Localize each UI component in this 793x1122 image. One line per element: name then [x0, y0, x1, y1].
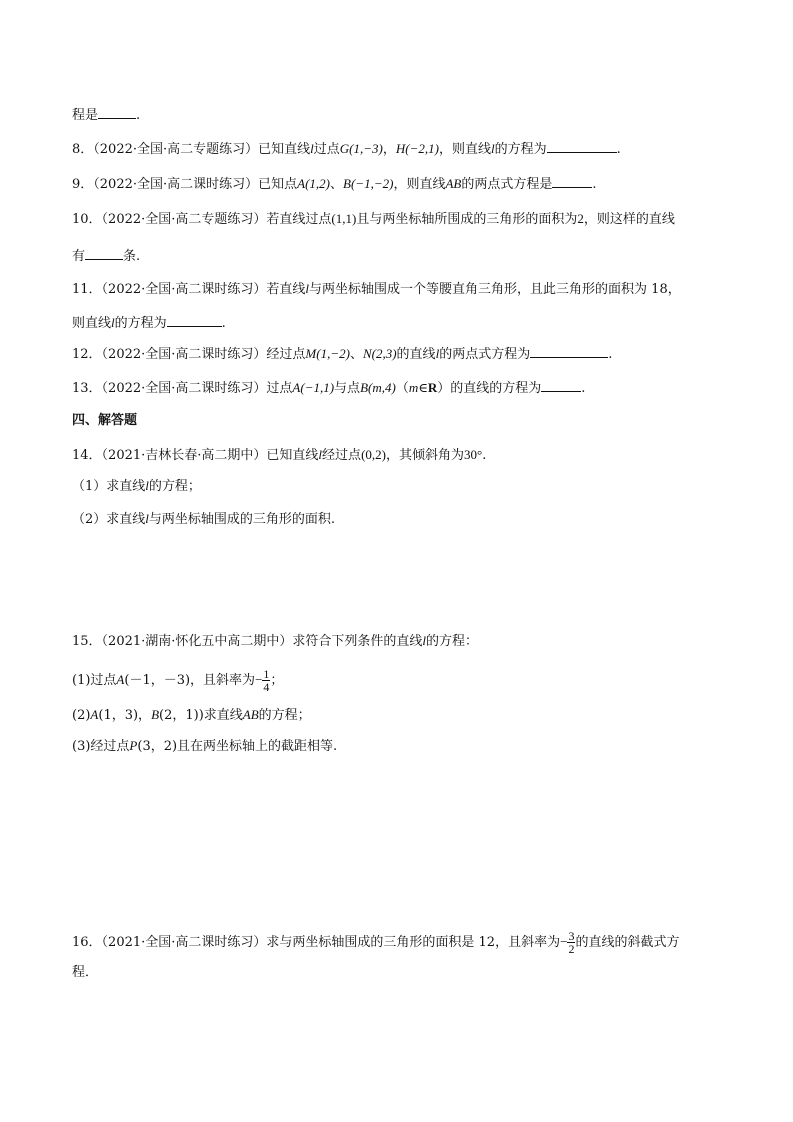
answer-blank[interactable]: [167, 312, 222, 327]
subquestion-text: (3，2)且在两坐标轴上的截距相等.: [137, 739, 338, 754]
math-point-G: G(1,−3): [339, 141, 383, 156]
math-point-B: B(−1,−2): [343, 176, 394, 191]
question-9: [72, 173, 597, 194]
math-l: l: [318, 447, 323, 462]
question-text: 求与两坐标轴围成的三角形的面积是 12，且斜率为: [266, 935, 561, 950]
question-end: 条.: [123, 249, 141, 264]
math-point-A: A(−1,1): [292, 380, 335, 395]
question-text: 与两坐标轴围成一个等腰直角三角形，且此三角形的面积为 18，: [309, 282, 681, 297]
question-14-sub1: [72, 477, 201, 496]
question-end: .: [221, 316, 226, 331]
question-end: .: [581, 381, 586, 396]
q7-end: .: [136, 108, 141, 123]
subquestion-text: (－1，－3)，且斜率为: [124, 673, 256, 688]
subquestion-text: 与两坐标轴围成的三角形的面积.: [148, 512, 336, 527]
question-text: 的方程：: [426, 634, 479, 649]
answer-blank[interactable]: [552, 173, 592, 188]
q7-text: 程是: [72, 108, 99, 123]
math-l: l: [435, 346, 440, 361]
question-end: .: [616, 142, 621, 157]
math-point-B: B(m,4): [360, 380, 396, 395]
q7-tail: [72, 104, 140, 125]
question-source: （2021·全国·高二课时练习）: [101, 935, 267, 950]
question-text: 若直线: [266, 282, 306, 297]
question-source: （2021·湖南·怀化五中高二期中）: [101, 634, 293, 649]
math-reals: R: [427, 380, 438, 395]
denominator: 2: [568, 942, 575, 956]
question-text: 经过点: [322, 448, 362, 463]
question-12: [72, 343, 612, 364]
question-15-sub2: [72, 706, 311, 725]
question-text: 过点: [266, 381, 293, 396]
math-l: l: [111, 315, 115, 330]
math-B: B: [151, 707, 160, 722]
separator: ，: [382, 142, 396, 157]
question-end: .: [482, 448, 487, 463]
question-14-sub2: [72, 510, 335, 529]
question-number: 12．: [72, 347, 102, 362]
math-A: A: [90, 707, 99, 722]
math-point: (0,2): [361, 447, 386, 462]
paren: （: [395, 381, 409, 396]
math-l: l: [145, 478, 149, 493]
separator: 、: [349, 347, 363, 362]
math-P: P: [129, 738, 138, 753]
question-10-line2: [72, 245, 140, 266]
math-point-N: N(2,3): [362, 346, 397, 361]
question-text: ，则直线: [438, 142, 491, 157]
answer-blank[interactable]: [541, 377, 581, 392]
question-source: （2021·吉林长春·高二期中）: [101, 448, 267, 463]
math-point-A: A(1,2): [297, 176, 331, 191]
question-text: 已知点: [258, 177, 298, 192]
math-condition: m∈: [408, 380, 428, 395]
question-number: 11．: [72, 282, 102, 297]
section-heading: 四、解答题: [72, 413, 138, 428]
question-text: 的直线的方程为: [450, 381, 542, 396]
question-source: （2022·全国·高二课时练习）: [101, 282, 267, 297]
subquestion-text: （1）求直线: [72, 479, 146, 494]
denominator: 4: [263, 680, 270, 694]
question-15-sub3: [72, 737, 337, 756]
question-text: ，则这样的直线: [583, 212, 675, 227]
math-value: 2: [577, 211, 584, 226]
question-source: （2022·全国·高二课时练习）: [101, 381, 267, 396]
math-AB: AB: [445, 176, 462, 191]
question-source: （2022·全国·高二专题练习）: [93, 142, 259, 157]
separator: 、: [330, 177, 344, 192]
paren: ）: [437, 381, 451, 396]
subquestion-text: (3)经过点: [72, 739, 130, 754]
question-text: ，则直线: [393, 177, 446, 192]
question-15: [72, 632, 478, 651]
question-text: 的直线的斜截式方: [575, 935, 680, 950]
question-text: ，其倾斜角为: [385, 448, 464, 463]
subquestion-text: (1)过点: [72, 673, 117, 688]
subquestion-text: (2，1))求直线: [159, 708, 243, 723]
question-14: [72, 446, 486, 465]
question-end: .: [592, 177, 597, 192]
question-source: （2022·全国·高二课时练习）: [101, 347, 267, 362]
question-number: 13．: [72, 381, 102, 396]
subquestion-text: (2): [72, 708, 91, 723]
question-text: 若直线过点: [266, 212, 332, 227]
math-point-H: H(−2,1): [395, 141, 439, 156]
question-source: （2022·全国·高二专题练习）: [101, 212, 267, 227]
question-11: [72, 280, 681, 299]
question-15-sub1: [72, 668, 283, 693]
math-l: l: [145, 511, 149, 526]
question-text: 的方程为: [114, 316, 167, 331]
question-text: 与点: [334, 381, 361, 396]
answer-blank[interactable]: [85, 245, 123, 260]
subquestion-text: 的方程；: [148, 479, 201, 494]
question-text: 已知直线: [266, 448, 319, 463]
question-text: 的方程为: [494, 142, 547, 157]
question-text: 的两点式方程是: [461, 177, 553, 192]
math-AB: AB: [242, 707, 259, 722]
question-number: 16．: [72, 935, 102, 950]
question-source: （2022·全国·高二课时练习）: [93, 177, 259, 192]
question-11-line2: [72, 312, 226, 333]
math-l: l: [490, 141, 495, 156]
question-number: 10．: [72, 212, 102, 227]
math-l: l: [305, 281, 310, 296]
question-text: 的两点式方程为: [439, 347, 531, 362]
math-l: l: [310, 141, 314, 156]
question-16: [72, 930, 679, 955]
subquestion-text: (1，3)，: [98, 708, 152, 723]
question-text: 经过点: [266, 347, 306, 362]
question-text: 已知直线: [258, 142, 311, 157]
numerator: 1: [263, 667, 270, 681]
math-point: (1,1): [331, 211, 357, 226]
question-number: 9．: [72, 177, 94, 192]
subquestion-text: 的方程；: [258, 708, 311, 723]
minus-sign: −: [255, 672, 263, 687]
answer-blank[interactable]: [547, 138, 617, 153]
answer-blank[interactable]: [98, 104, 136, 119]
question-10: [72, 210, 675, 229]
question-text: 且与两坐标轴所围成的三角形的面积为: [356, 212, 578, 227]
question-text: 有: [72, 249, 86, 264]
question-text: 求符合下列条件的直线: [292, 634, 423, 649]
question-text: 的直线: [396, 347, 436, 362]
question-end: .: [608, 347, 613, 362]
answer-blank[interactable]: [530, 343, 608, 358]
question-number: 15．: [72, 634, 102, 649]
question-8: [72, 138, 621, 159]
math-l: l: [422, 633, 427, 648]
question-text: 过点: [313, 142, 340, 157]
math-A: A: [116, 672, 125, 687]
numerator: 3: [568, 929, 575, 943]
math-point-M: M(1,−2): [305, 346, 350, 361]
question-13: [72, 377, 585, 398]
subquestion-text: （2）求直线: [72, 512, 146, 527]
question-number: 8．: [72, 142, 94, 157]
question-number: 14．: [72, 448, 102, 463]
subquestion-end: ；: [270, 673, 284, 688]
minus-sign: −: [560, 934, 568, 949]
question-16-line2: 程．: [72, 965, 99, 980]
question-text: 则直线: [72, 316, 112, 331]
math-angle: 30°: [464, 447, 483, 462]
